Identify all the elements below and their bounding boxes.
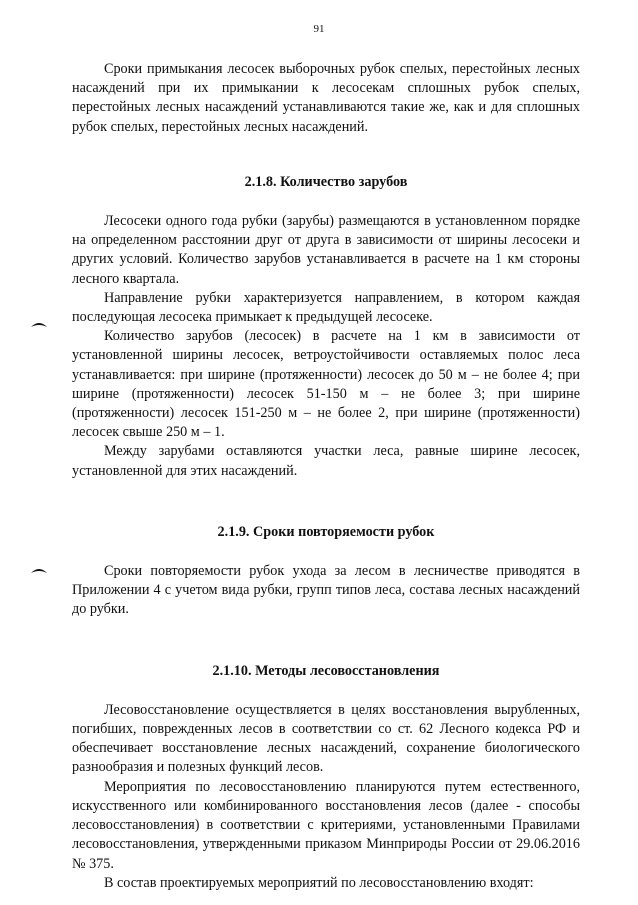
section-2-1-8-paragraph: Лесосеки одного года рубки (зарубы) размещаются в установленном порядке на определенном расстоянии друг от друга в зависимости от ширины лесосеки и других условий. Количество зарубов устанавливается в расчете на 1 км стороны лесного квартала. (72, 213, 580, 287)
binder-hole-mark-lower (30, 566, 48, 574)
section-2-1-10-paragraph: Лесовосстановление осуществляется в целях восстановления вырубленных, погибших, поврежденных лесов в соответствии со ст. 62 Лесного кодекса РФ и обеспечивает восстановление лесных насаждений, сохранение биологического разнообразия и полезных функций лесов. (72, 701, 580, 776)
document-body (72, 60, 580, 893)
section-heading-2-1-8: 2.1.8. Количество зарубов (244, 173, 408, 190)
section-2-1-9-paragraph: Сроки повторяемости рубок ухода за лесом в лесничестве приводятся в Приложении 4 с учетом вида рубки, групп типов леса, состава лесных насаждений до рубки. (72, 563, 580, 618)
section-heading-2-1-10: 2.1.10. Методы лесовосстановления (212, 662, 440, 679)
section-2-1-10-paragraph: В состав проектируемых мероприятий по лесовосстановлению входят: (104, 874, 534, 891)
binder-hole-mark-upper (30, 320, 48, 328)
section-2-1-8-paragraph: Между зарубами оставляются участки леса, равные ширине лесосек, установленной для этих насаждений. (72, 443, 580, 479)
section-2-1-10-paragraph: Мероприятия по лесовосстановлению планируются путем естественного, искусственного или комбинированного восстановления лесов (далее - способы лесовосстановления) в соответствии с критериями, установленными Правилами лесовосстановления, утвержденными приказом Минприроды России от 29.06.2016 № 375. (72, 778, 580, 872)
section-2-1-8-paragraph: Количество зарубов (лесосек) в расчете на 1 км в зависимости от установленной ширины лесосек, ветроустойчивости оставляемых полос леса устанавливается: при ширине (протяженности) лесосек до 50 м – не более 4; при ширине (протяженности) лесосек 51-150 м – не более 3; при ширине (протяженности) лесосек 151-250 м – не более 2, при ширине (протяженности) лесосек свыше 250 м – 1. (72, 328, 580, 441)
page-number: 91 (313, 23, 325, 35)
section-heading-2-1-9: 2.1.9. Сроки повторяемости рубок (217, 523, 435, 540)
section-2-1-8-paragraph: Направление рубки характеризуется направлением, в котором каждая последующая лесосека примыкает к предыдущей лесосеке. (72, 289, 580, 326)
intro-paragraph: Сроки примыкания лесосек выборочных рубок спелых, перестойных лесных насаждений при их примыкании к лесосекам сплошных рубок спелых, перестойных лесных насаждений устанавливаются такие же, как и для сплошных рубок спелых, перестойных лесных насаждений. (72, 61, 580, 135)
